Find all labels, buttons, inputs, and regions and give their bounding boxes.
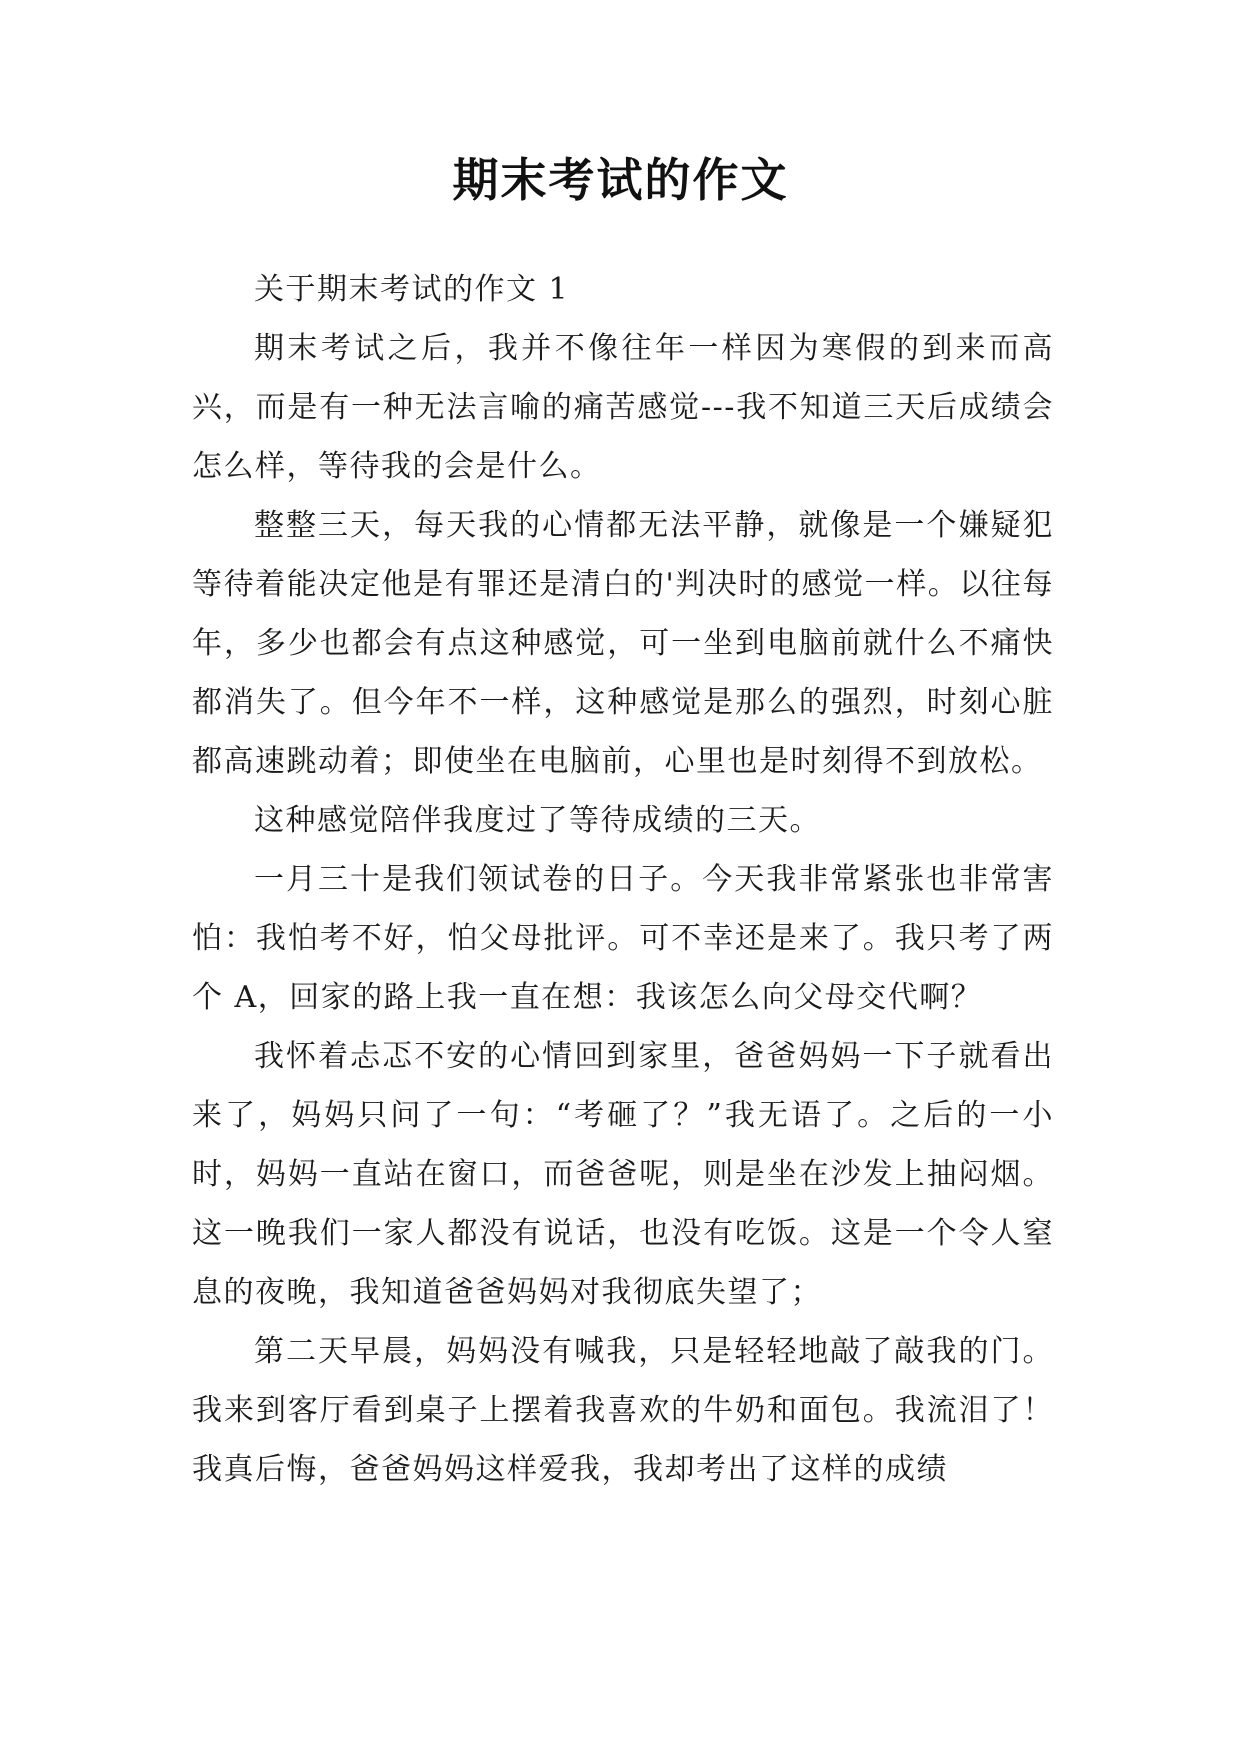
section-heading: 关于期末考试的作文 1 <box>254 272 570 307</box>
paragraph-6: 第二天早晨，妈妈没有喊我，只是轻轻地敲了敲我的门。我来到客厅看到桌子上摆着我喜欢的牛奶和面包。我流泪了！我真后悔，爸爸妈妈这样爱我，我却考出了这样的成绩 <box>192 1334 1054 1487</box>
paragraph-5: 我怀着忐忑不安的心情回到家里，爸爸妈妈一下子就看出来了，妈妈只问了一句：“考砸了？”我无语了。之后的一小时，妈妈一直站在窗口，而爸爸呢，则是坐在沙发上抽闷烟。这一晚我们一家人都没有说话，也没有吃饭。这是一个令人窒息的夜晚，我知道爸爸妈妈对我彻底失望了； <box>192 1039 1054 1310</box>
document-title: 期末考试的作文 <box>452 153 789 207</box>
paragraph-1: 期末考试之后，我并不像往年一样因为寒假的到来而高兴，而是有一种无法言喻的痛苦感觉---我不知道三天后成绩会怎么样，等待我的会是什么。 <box>192 331 1054 484</box>
paragraph-4: 一月三十是我们领试卷的日子。今天我非常紧张也非常害怕：我怕考不好，怕父母批评。可不幸还是来了。我只考了两个 A，回家的路上我一直在想：我该怎么向父母交代啊？ <box>192 862 1054 1015</box>
paragraph-3: 这种感觉陪伴我度过了等待成绩的三天。 <box>254 803 821 838</box>
document-body <box>192 260 1054 1499</box>
paragraph-2: 整整三天，每天我的心情都无法平静，就像是一个嫌疑犯等待着能决定他是有罪还是清白的'判决时的感觉一样。以往每年，多少也都会有点这种感觉，可一坐到电脑前就什么不痛快都消失了。但今年不一样，这种感觉是那么的强烈，时刻心脏都高速跳动着；即使坐在电脑前，心里也是时刻得不到放松。 <box>192 508 1054 779</box>
